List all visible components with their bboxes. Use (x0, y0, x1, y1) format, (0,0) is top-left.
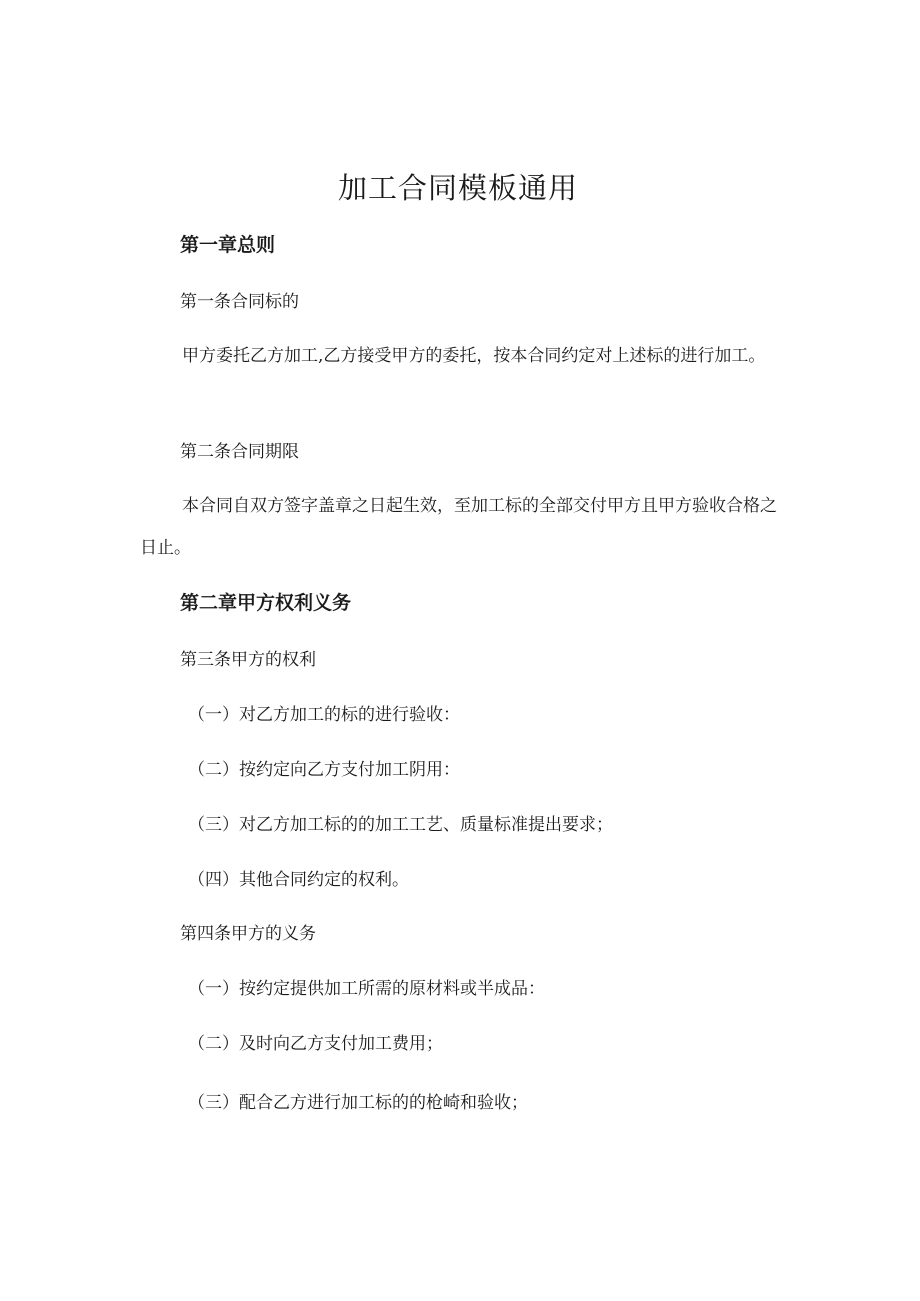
article-1-heading: 第一条合同标的 (180, 292, 299, 312)
chapter-1-heading: 第一章总则 (180, 234, 276, 256)
article-4-item-2: （二）及时向乙方支付加工费用； (188, 1034, 443, 1054)
chapter-2-heading: 第二章甲方权利义务 (180, 592, 352, 614)
document-title: 加工合同模板通用 (337, 171, 578, 205)
article-4-item-3: （三）配合乙方进行加工标的的枪崎和验收； (188, 1093, 528, 1113)
article-3-heading: 第三条甲方的权利 (180, 650, 316, 670)
article-2-heading: 第二条合同期限 (180, 442, 299, 462)
article-3-item-1: （一）对乙方加工的标的进行验收： (188, 705, 460, 725)
article-3-item-2: （二）按约定向乙方支付加工阴用： (188, 760, 460, 780)
article-2-text: 本合同自双方签字盖章之日起生效，至加工标的全部交付甲方且甲方验收合格之日止。 (140, 496, 777, 558)
article-4-item-1: （一）按约定提供加工所需的原材料或半成品： (188, 979, 545, 999)
article-3-item-3: （三）对乙方加工标的的加工工艺、质量标准提出要求； (188, 815, 613, 835)
article-1-text: 甲方委托乙方加工,乙方接受甲方的委托，按本合同约定对上述标的进行加工。 (182, 346, 766, 366)
article-3-item-4: （四）其他合同约定的权利。 (188, 870, 409, 890)
article-4-heading: 第四条甲方的义务 (180, 924, 316, 944)
